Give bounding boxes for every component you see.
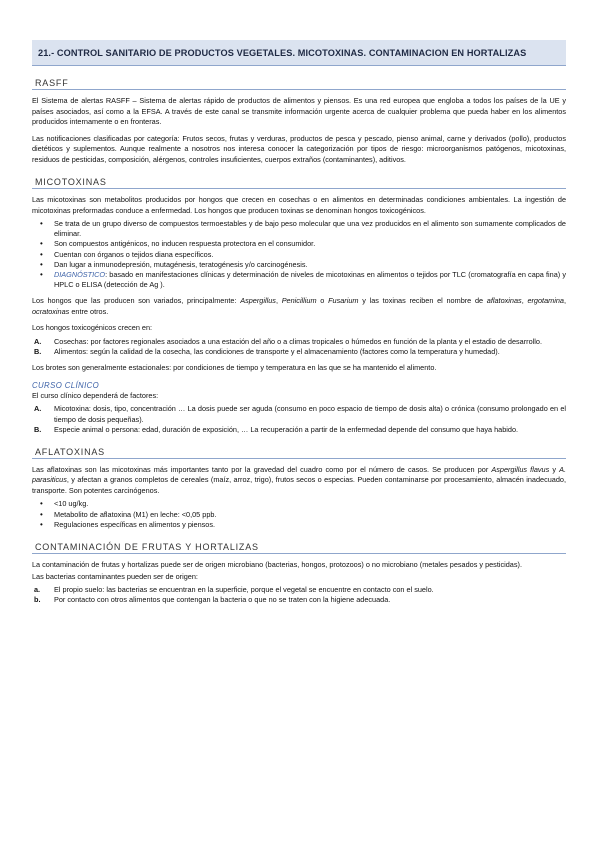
toxin-ergotamina: ergotamina [527,296,564,306]
list-item [32,270,566,290]
section-heading-aflatoxinas: AFLATOXINAS [32,447,566,459]
text-run: , [563,296,566,306]
rasff-paragraph-2: Las notificaciones clasificadas por categoría: Frutos secos, frutas y verduras, productos de pesca y pescado, pienso animal, carne y derivados (pollo), productos dietéticos y suplementos. Aunque realmente a nosotros nos interesa conocer la categorización por tipos de riesgo: microorganismos patógenos, micotoxinas, residuos de pesticidas, composición, alérgenos, controles insuficientes, cuerpos extraños (contaminantes), aditivos. [32,133,566,164]
toxin-aflatoxinas: aflatoxinas [486,296,522,306]
contaminacion-list [32,585,566,605]
list-item: • <10 ug/kg. [32,499,566,509]
text-run: o [316,296,329,306]
list-item-text: Por contacto con otros alimentos que contengan la bacteria o que no se traten con la higiene adecuada. [54,595,391,605]
micotoxinas-bullet-list [32,219,566,290]
list-item-text: Micotoxina: dosis, tipo, concentración … La dosis puede ser aguda (consumo en poco espacio de tiempo de dosis alta) o crónica (consumo prolongado en el tiempo de dosis pequeñas). [54,404,566,424]
diagnostico-label: DIAGNÓSTICO [54,270,106,280]
list-item [32,585,566,595]
text-run: Las aflatoxinas son las micotoxinas más importantes tanto por la gravedad del cuadro como por el número de casos. Se producen por [32,464,492,474]
list-item: • Dan lugar a inmunodepresión, mutagénesis, teratogénesis y/o carcinogénesis. [32,260,566,270]
document-title-box [32,40,566,66]
list-item-text: El propio suelo: las bacterias se encuentran en la superficie, porque el vegetal se encuentre en contacto con el suelo. [54,585,434,595]
list-marker: B. [34,424,42,434]
species-a-parasiticus: A. parasiticus [32,464,567,485]
list-item: • Cuentan con órganos o tejidos diana específicos. [32,250,566,260]
list-item-text: Especie animal o persona: edad, duración de exposición, … La recuperación a partir de la enfermedad depende del consumo que haya habido. [54,424,519,434]
contaminacion-paragraph-2: Las bacterias contaminantes pueden ser de origen: [32,571,198,581]
section-heading-contaminacion: CONTAMINACIÓN DE FRUTAS Y HORTALIZAS [32,542,566,554]
contaminacion-paragraph-1: La contaminación de frutas y hortalizas puede ser de origen microbiano (bacterias, hongos, protozoos) o no microbiano (metales pesados y pesticidas). [32,560,522,570]
text-run: y [549,464,560,474]
brotes-paragraph: Los brotes son generalmente estacionales: por condiciones de tiempo y temperatura en las que se ha mantenido el alimento. [32,363,437,373]
list-item [32,347,566,357]
text-run: Los hongos que las producen son variados, principalmente: [32,296,241,306]
list-item: • Se trata de un grupo diverso de compuestos termoestables y de bajo peso molecular que una vez producidos en el alimento son sumamente complicados de eliminar. [32,219,566,239]
rasff-paragraph-1: El Sistema de alertas RASFF – Sistema de alertas rápido de productos de alimentos y piensos. Es una red europea que engloba a todos los países de la UE y países asociados, así como a la EFSA. A través de este canal se transmite información urgente acerca de cualquier problema que pueda haber en los alimentos producidos internamente o en fronteras. [32,96,566,126]
hongos-paragraph [32,296,566,317]
curso-list [32,404,566,435]
document-page [32,40,566,605]
genus-aspergillus: Aspergillus [240,296,276,306]
text-run: , [521,296,528,306]
list-item: • Son compuestos antigénicos, no inducen respuesta protectora en el consumidor. [32,239,566,249]
subheading-curso-clinico: CURSO CLÍNICO [32,380,100,390]
list-item [32,337,566,347]
species-aspergillus-flavus: Aspergillus flavus [491,464,550,474]
aflatoxinas-bullet-list [32,499,566,530]
list-marker: a. [34,585,41,595]
section-heading-micotoxinas: MICOTOXINAS [32,177,566,189]
genus-penicillium: Penicillium [281,296,317,306]
list-marker: A. [34,404,42,414]
curso-intro: El curso clínico dependerá de factores: [32,390,159,400]
list-item [32,595,566,605]
list-item-text: Alimentos: según la calidad de la cosecha, las condiciones de transporte y el almacenamiento (factores como la temperatura y humedad). [54,347,500,357]
list-marker: B. [34,347,42,357]
list-marker: b. [34,595,41,605]
text-run: y las toxinas reciben el nombre de [358,296,487,306]
document-title: 21.- CONTROL SANITARIO DE PRODUCTOS VEGETALES. MICOTOXINAS. CONTAMINACION EN HORTALIZAS [38,48,527,58]
crecen-paragraph: Los hongos toxicogénicos crecen en: [32,323,153,333]
text-run: , [275,296,282,306]
micotoxinas-intro: Las micotoxinas son metabolitos producidos por hongos que crecen en cosechas o en alimentos en determinadas condiciones ambientales. La ingestión de micotoxinas preformadas conduce a enfermedad. Los hongos que producen toxinas se denominan hongos toxicogénicos. [32,195,566,215]
list-item [32,425,566,435]
crecen-list [32,337,566,357]
text-run: entre otros. [69,306,109,316]
aflatoxinas-paragraph [32,465,566,497]
list-item [32,404,566,424]
list-item: • Metabolito de aflatoxina (M1) en leche: <0,05 ppb. [32,510,566,520]
list-item: • Regulaciones específicas en alimentos y piensos. [32,520,566,530]
text-run: , y afectan a granos completos de cereales (maíz, arroz, trigo), frutos secos o especias. Pueden contaminarse por procesamiento, almacén inadecuado, transporte. Son potentes carcinógenos. [32,475,566,495]
genus-fusarium: Fusarium [328,296,359,306]
list-marker: A. [34,336,42,346]
toxin-ocratoxinas: ocratoxinas [32,306,70,316]
list-item-text: Cosechas: por factores regionales asociados a una estación del año o a climas tropicales o húmedos en función de la planta y el estadio de desarrollo. [54,336,542,346]
diagnostico-text: : basado en manifestaciones clínicas y determinación de niveles de micotoxinas en alimentos o tejidos por TLC (cromatografía en capa fina) y HPLC o ELISA (detección de Ag ). [54,270,566,290]
section-heading-rasff: RASFF [32,78,566,90]
